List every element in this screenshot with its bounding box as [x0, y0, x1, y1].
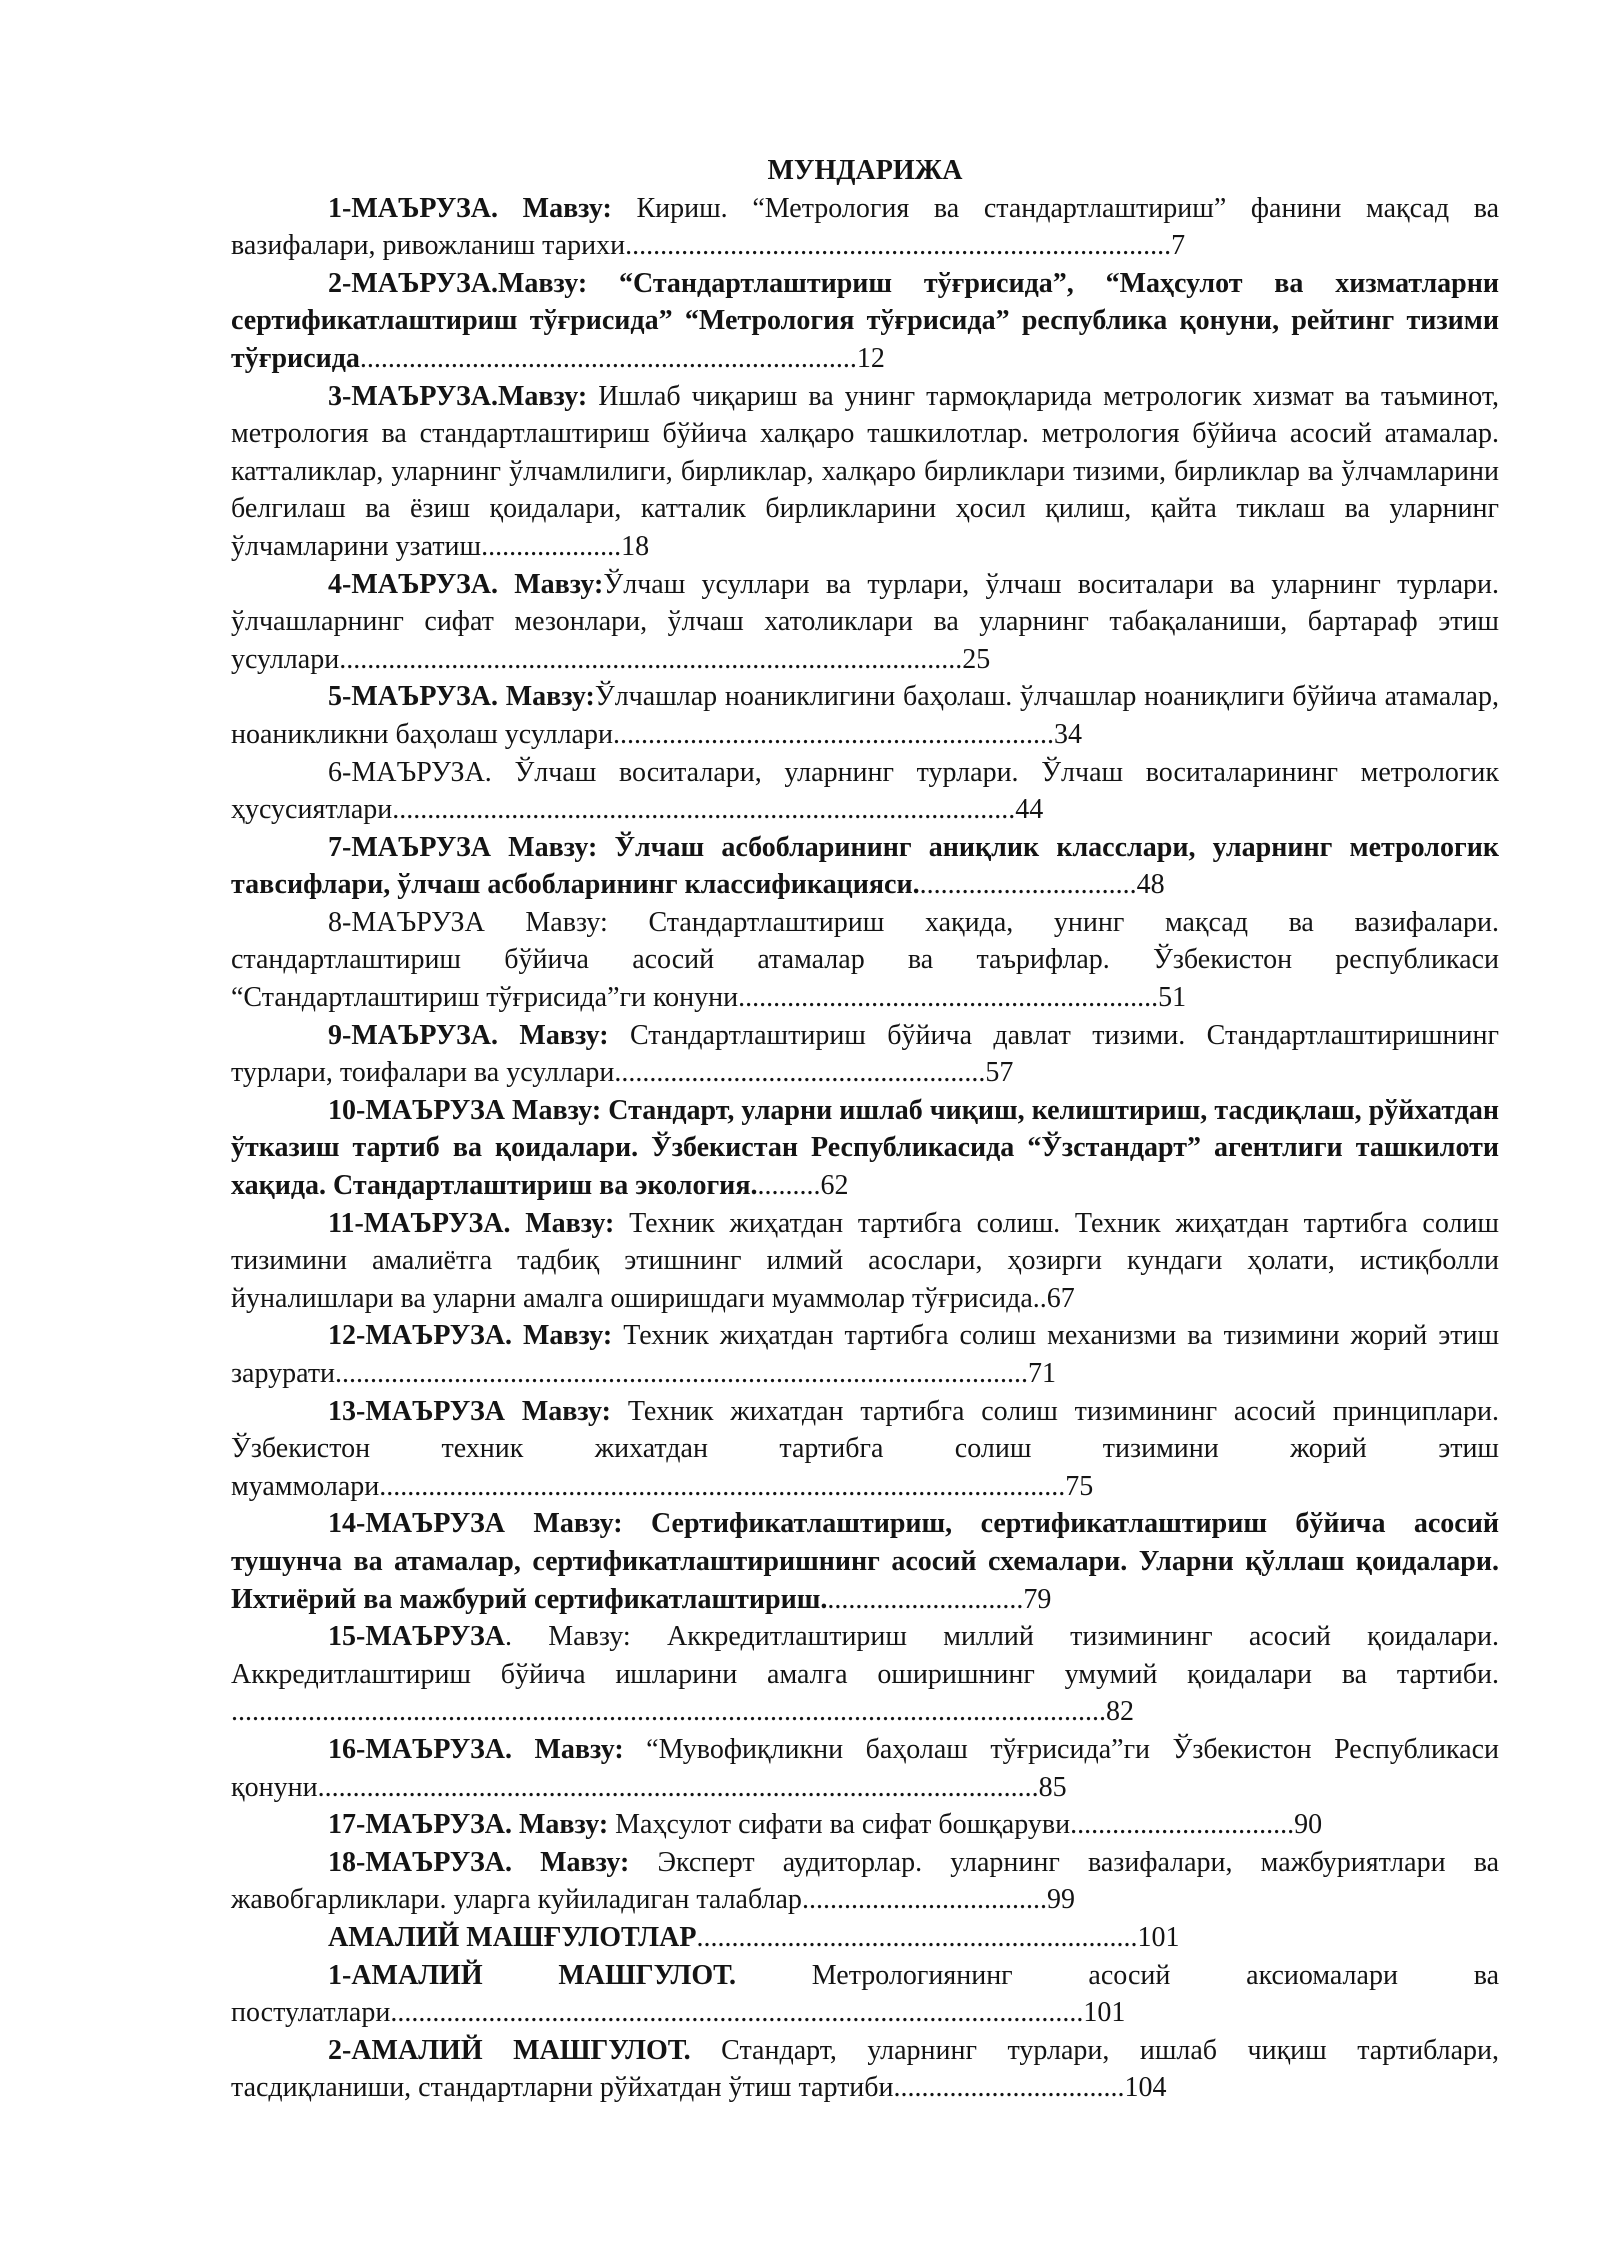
toc-entry [231, 904, 1499, 1017]
entry-leader: ................................... [801, 1884, 1047, 1916]
entry-leader: ................................................................................................... [390, 1997, 1084, 2029]
toc-title: МУНДАРИЖА [767, 155, 963, 186]
entry-text: “Мувофиқликни баҳолаш тўғрисида”ги Ўзбекистон Республикаси қонуни [231, 1733, 1499, 1803]
entry-page-number: 104 [1124, 2072, 1167, 2104]
toc-entry [231, 1092, 1499, 1205]
toc-entry [231, 829, 1499, 904]
toc-entry [231, 1844, 1499, 1919]
entry-leader: .................................................................................................. [379, 1470, 1066, 1502]
toc-entry [231, 754, 1499, 829]
entry-heading: 16-МАЪРУЗА. Мавзу: [328, 1733, 624, 1765]
entry-heading: 3-МАЪРУЗА.Мавзу: [328, 380, 588, 412]
toc-entry [231, 1205, 1499, 1318]
entry-leader: ......... [757, 1170, 821, 1202]
entry-page-number: 99 [1046, 1884, 1075, 1916]
entry-heading: 1-МАЪРУЗА. Мавзу: [328, 192, 612, 224]
entry-page-number: 79 [1023, 1583, 1052, 1615]
entry-page-number: 101 [1137, 1921, 1180, 1953]
entry-leader: ....................................................................................................... [317, 1771, 1039, 1803]
entry-heading: 4-МАЪРУЗА. Мавзу: [328, 568, 604, 600]
entry-leader: ................................ [1070, 1809, 1295, 1841]
entry-text: Метрологиянинг асосий аксиомалари ва постулатлари [231, 1959, 1499, 2029]
entry-heading: 18-МАЪРУЗА. Мавзу: [328, 1846, 630, 1878]
toc-entry [231, 190, 1499, 265]
entry-text: . Мавзу: Аккредитлаштириш миллий тизимининг асосий қоидалари. Аккредитлаштириш бўйича ишларини амалга оширишнинг умумий қоидалари ва тартиби. [231, 1621, 1499, 1690]
entry-page-number: 90 [1294, 1809, 1323, 1841]
entry-text: Маҳсулот сифати ва сифат бошқаруви [608, 1809, 1071, 1841]
entry-page-number: 48 [1136, 869, 1165, 901]
entry-leader: ..................................................... [614, 1057, 986, 1089]
toc-entry [231, 1505, 1499, 1618]
entry-heading: 17-МАЪРУЗА. Мавзу: [328, 1809, 609, 1841]
entry-page-number: 18 [621, 530, 650, 562]
toc-entry [231, 1957, 1499, 2032]
entry-heading: 5-МАЪРУЗА. Мавзу: [328, 681, 595, 713]
entry-heading: 15-МАЪРУЗА [328, 1621, 505, 1653]
entry-heading: 2-МАЪРУЗА.Мавзу: “Стандартлаштириш тўғрисида”, “Маҳсулот ва хизматларни сертификатлаштириш тўғрисида” “Метрология тўғрисида” республика қонуни, рейтинг тизими тўғрисида [231, 267, 1499, 374]
entry-heading: 13-МАЪРУЗА Мавзу: [328, 1395, 611, 1427]
entry-text: Техник жиҳатдан тартибга солиш механизми ва тизимини жорий этиш зарурати [231, 1320, 1500, 1389]
entry-leader: ............................................................................................................................. [231, 1696, 1106, 1728]
entry-leader: .................... [481, 530, 622, 562]
entry-page-number: 7 [1171, 230, 1186, 262]
entry-heading: 14-МАЪРУЗА Мавзу: Сертификатлаштириш, сертификатлаштириш бўйича асосий тушунча ва атамалар, сертификатлаштиришнинг асосий схемалари. Уларни қўллаш қоидалари. Ихтиёрий ва мажбурий сертификатлаштириш. [231, 1508, 1499, 1615]
entry-text: Техник жихатдан тартибга солиш тизимининг асосий принциплари. Ўзбекистон техник жихатдан тартибга солиш тизимини жорий этиш муаммолари [231, 1395, 1499, 1502]
entry-leader: ................................................................................................... [335, 1358, 1029, 1389]
entry-page-number: 67 [1046, 1282, 1075, 1314]
entry-leader: ............................ [827, 1583, 1024, 1615]
entry-page-number: 71 [1028, 1358, 1057, 1389]
entry-leader: ......................................................................................... [339, 643, 963, 675]
entry-leader: ............................................................ [738, 982, 1159, 1014]
entry-leader: ............................................................... [612, 718, 1054, 750]
entry-leader: .............................................................................. [625, 230, 1172, 262]
entry-text: Техник жиҳатдан тартибга солиш. Техник жиҳатдан тартибга солиш тизимини амалиётга тадбиқ этишнинг илмий асослари, ҳозирги кундаги ҳолати, истиқболли йуналишлари ва уларни амалга оширишдаги муаммолар тўғрисида [231, 1207, 1499, 1314]
toc-entry [231, 1806, 1499, 1844]
entry-text: Кириш. “Метрология ва стандартлаштириш” фанини мақсад ва вазифалари, ривожланиш тарихи [231, 192, 1499, 262]
toc-entry [231, 1317, 1499, 1392]
entry-heading: АМАЛИЙ МАШҒУЛОТЛАР [328, 1921, 697, 1953]
toc-entry [231, 1017, 1499, 1092]
entry-text: Ишлаб чиқариш ва унинг тармоқларида метрологик хизмат ва таъминот, метрология ва стандартлаштириш бўйича халқаро ташкилотлар. метрология бўйича асосий атамалар. катталиклар, уларнинг ўлчамлилиги, бирликлар, халқаро бирликлари тизими, бирликлар ва ўлчамларини белгилаш ва ёзиш қоидалари, катталик бирликларини ҳосил қилиш, қайта тиклаш ва уларнинг ўлчамларини узатиш [231, 380, 1499, 562]
entry-heading: 7-МАЪРУЗА Мавзу: Ўлчаш асбобларининг аниқлик класслари, уларнинг метрологик тавсифлари, ўлчаш асбобларининг классификацияси. [231, 831, 1499, 901]
entry-text: 6-МАЪРУЗА. Ўлчаш воситалари, уларнинг турлари. Ўлчаш воситаларининг метрологик ҳусусиятлари [231, 756, 1499, 826]
toc-entry [231, 1618, 1499, 1731]
toc-entry [231, 566, 1499, 679]
entry-leader: .. [1032, 1282, 1047, 1314]
entry-text: Стандарт, уларнинг турлари, ишлаб чиқиш тартиблари, тасдиқланиши, стандартларни рўйхатдан ўтиш тартиби [231, 2034, 1500, 2104]
toc-entry [231, 378, 1499, 566]
toc-entry [231, 1731, 1499, 1806]
entry-heading: 12-МАЪРУЗА. Мавзу: [328, 1320, 613, 1352]
entry-leader: ....................................................................... [359, 342, 857, 374]
entry-page-number: 82 [1106, 1696, 1134, 1728]
entry-leader: ............................................................... [696, 1921, 1138, 1953]
entry-page-number: 12 [856, 342, 885, 374]
entry-page-number: 85 [1038, 1771, 1067, 1803]
entry-page-number: 51 [1158, 982, 1187, 1014]
entry-page-number: 44 [1015, 794, 1044, 826]
toc-entry [231, 1393, 1499, 1506]
entry-page-number: 34 [1053, 718, 1082, 750]
entry-text: Ўлчаш усуллари ва турлари, ўлчаш воситалари ва уларнинг турлари. ўлчашларнинг сифат мезонлари, ўлчаш хатоликлари ва уларнинг табақаланиши, бартараф этиш усуллари [231, 568, 1499, 675]
entry-heading: 1-АМАЛИЙ МАШГУЛОТ. [328, 1959, 736, 1991]
entry-leader: ......................................................................................... [392, 794, 1016, 826]
entry-heading: 10-МАЪРУЗА Мавзу: Стандарт, уларни ишлаб чиқиш, келиштириш, тасдиқлаш, рўйхатдан ўтказиш тартиб ва қоидалари. Ўзбекистан Республикасида “Ўзстандарт” агентлиги ташкилоти хақида. Стандартлаштириш ва экология. [231, 1094, 1499, 1202]
entry-text: Эксперт аудиторлар. уларнинг вазифалари, мажбуриятлари ва жавобгарликлари. уларга куйиладиган талаблар [231, 1846, 1500, 1916]
toc-entry [231, 678, 1499, 753]
entry-leader: ................................. [893, 2072, 1125, 2104]
entry-page-number: 25 [962, 643, 991, 675]
toc-entry [231, 265, 1499, 378]
entry-page-number: 101 [1083, 1997, 1126, 2029]
entry-text: 8-МАЪРУЗА Мавзу: Стандартлаштириш хақида, унинг мақсад ва вазифалари. стандартлаштириш бўйича асосий атамалар ва таърифлар. Ўзбекистон республикаси “Стандартлаштириш тўғрисида”ги конуни [231, 906, 1499, 1014]
entry-text: Стандартлаштириш бўйича давлат тизими. Стандартлаштиришнинг турлари, тоифалари ва усуллари [231, 1019, 1499, 1089]
entry-heading: 11-МАЪРУЗА. Мавзу: [328, 1207, 615, 1239]
entry-page-number: 62 [820, 1170, 849, 1202]
entry-page-number: 57 [985, 1057, 1014, 1089]
entry-page-number: 75 [1065, 1470, 1094, 1502]
toc-entry [231, 1919, 1499, 1957]
entry-text: Ўлчашлар ноаниклигини баҳолаш. ўлчашлар ноаниқлиги бўйича атамалар, ноаникликни баҳолаш усуллари [231, 681, 1499, 750]
toc-entry [231, 2032, 1499, 2107]
entry-heading: 2-АМАЛИЙ МАШГУЛОТ. [328, 2034, 691, 2066]
table-of-contents [231, 152, 1499, 2107]
entry-heading: 9-МАЪРУЗА. Мавзу: [328, 1019, 609, 1051]
entry-leader: ............................... [919, 869, 1137, 901]
